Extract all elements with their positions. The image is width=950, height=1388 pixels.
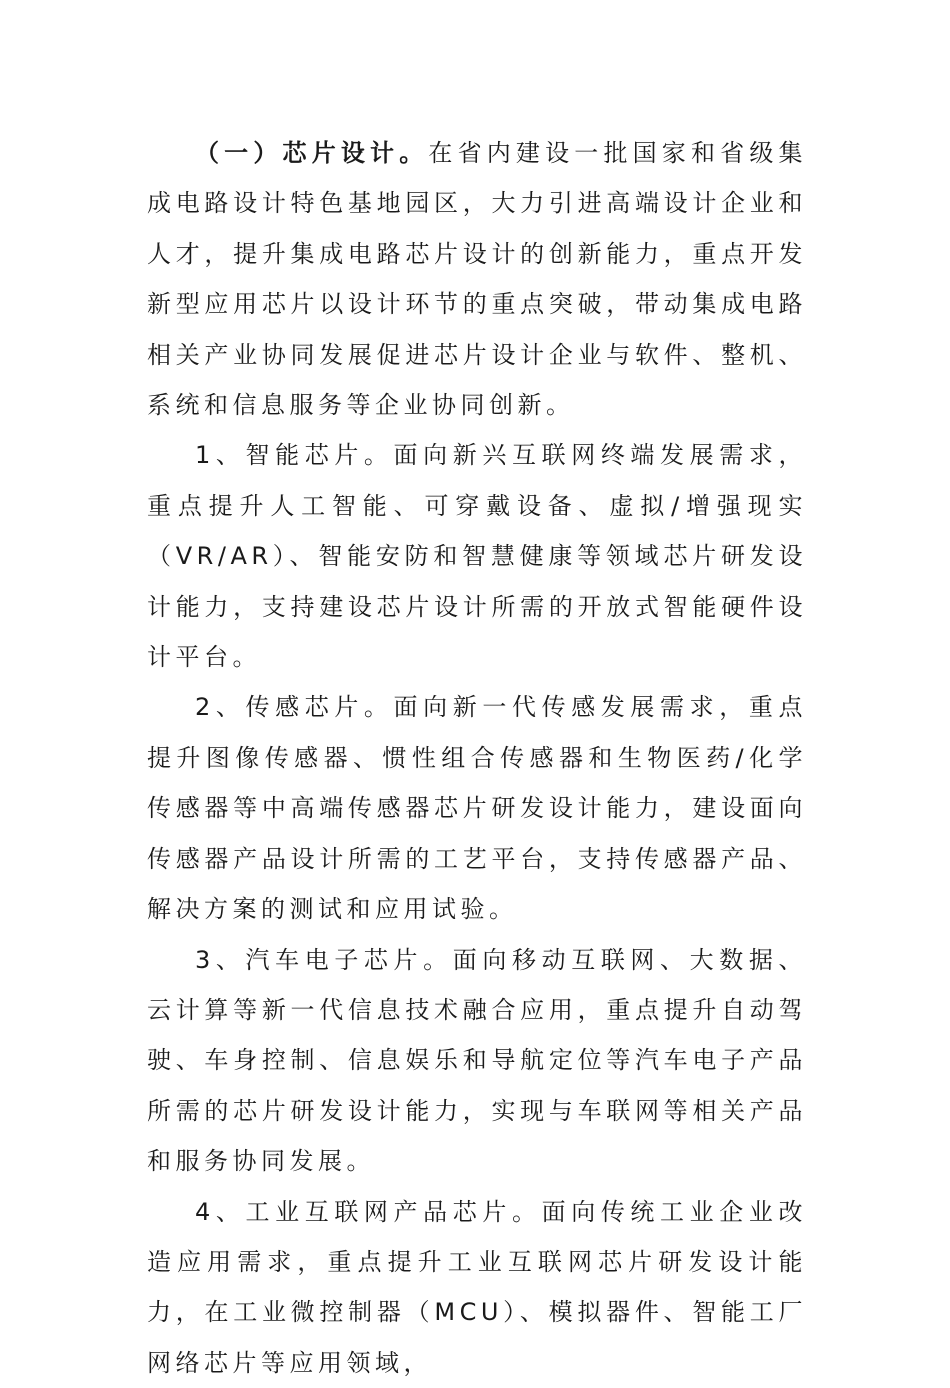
section-body-text: 在省内建设一批国家和省级集成电路设计特色基地园区，大力引进高端设计企业和人才，提升集成电路芯片设计的创新能力，重点开发新型应用芯片以设计环节的重点突破，带动集成电路相关产业协同发展促进芯片设计企业与软件、整机、系统和信息服务等企业协同创新。	[147, 139, 808, 420]
item-paragraph-sensor-chip: 2、传感芯片。面向新一代传感发展需求，重点提升图像传感器、惯性组合传感器和生物医药/化学传感器等中高端传感器芯片研发设计能力，建设面向传感器产品设计所需的工艺平台，支持传感器产品、解决方案的测试和应用试验。	[147, 693, 807, 924]
section-heading: （一）芯片设计。	[195, 139, 429, 167]
section-paragraph	[147, 128, 807, 430]
item-paragraph-automotive-chip: 3、汽车电子芯片。面向移动互联网、大数据、云计算等新一代信息技术融合应用，重点提升自动驾驶、车身控制、信息娱乐和导航定位等汽车电子产品所需的芯片研发设计能力，实现与车联网等相关产品和服务协同发展。	[147, 945, 807, 1176]
item-paragraph-industrial-chip: 4、工业互联网产品芯片。面向传统工业企业改造应用需求，重点提升工业互联网芯片研发设计能力，在工业微控制器（MCU）、模拟器件、智能工厂网络芯片等应用领域，	[147, 1197, 807, 1377]
item-paragraph-smart-chip: 1、智能芯片。面向新兴互联网终端发展需求，重点提升人工智能、可穿戴设备、虚拟/增强现实（VR/AR）、智能安防和智慧健康等领域芯片研发设计能力，支持建设芯片设计所需的开放式智能硬件设计平台。	[147, 441, 807, 672]
document-body	[147, 128, 807, 1388]
